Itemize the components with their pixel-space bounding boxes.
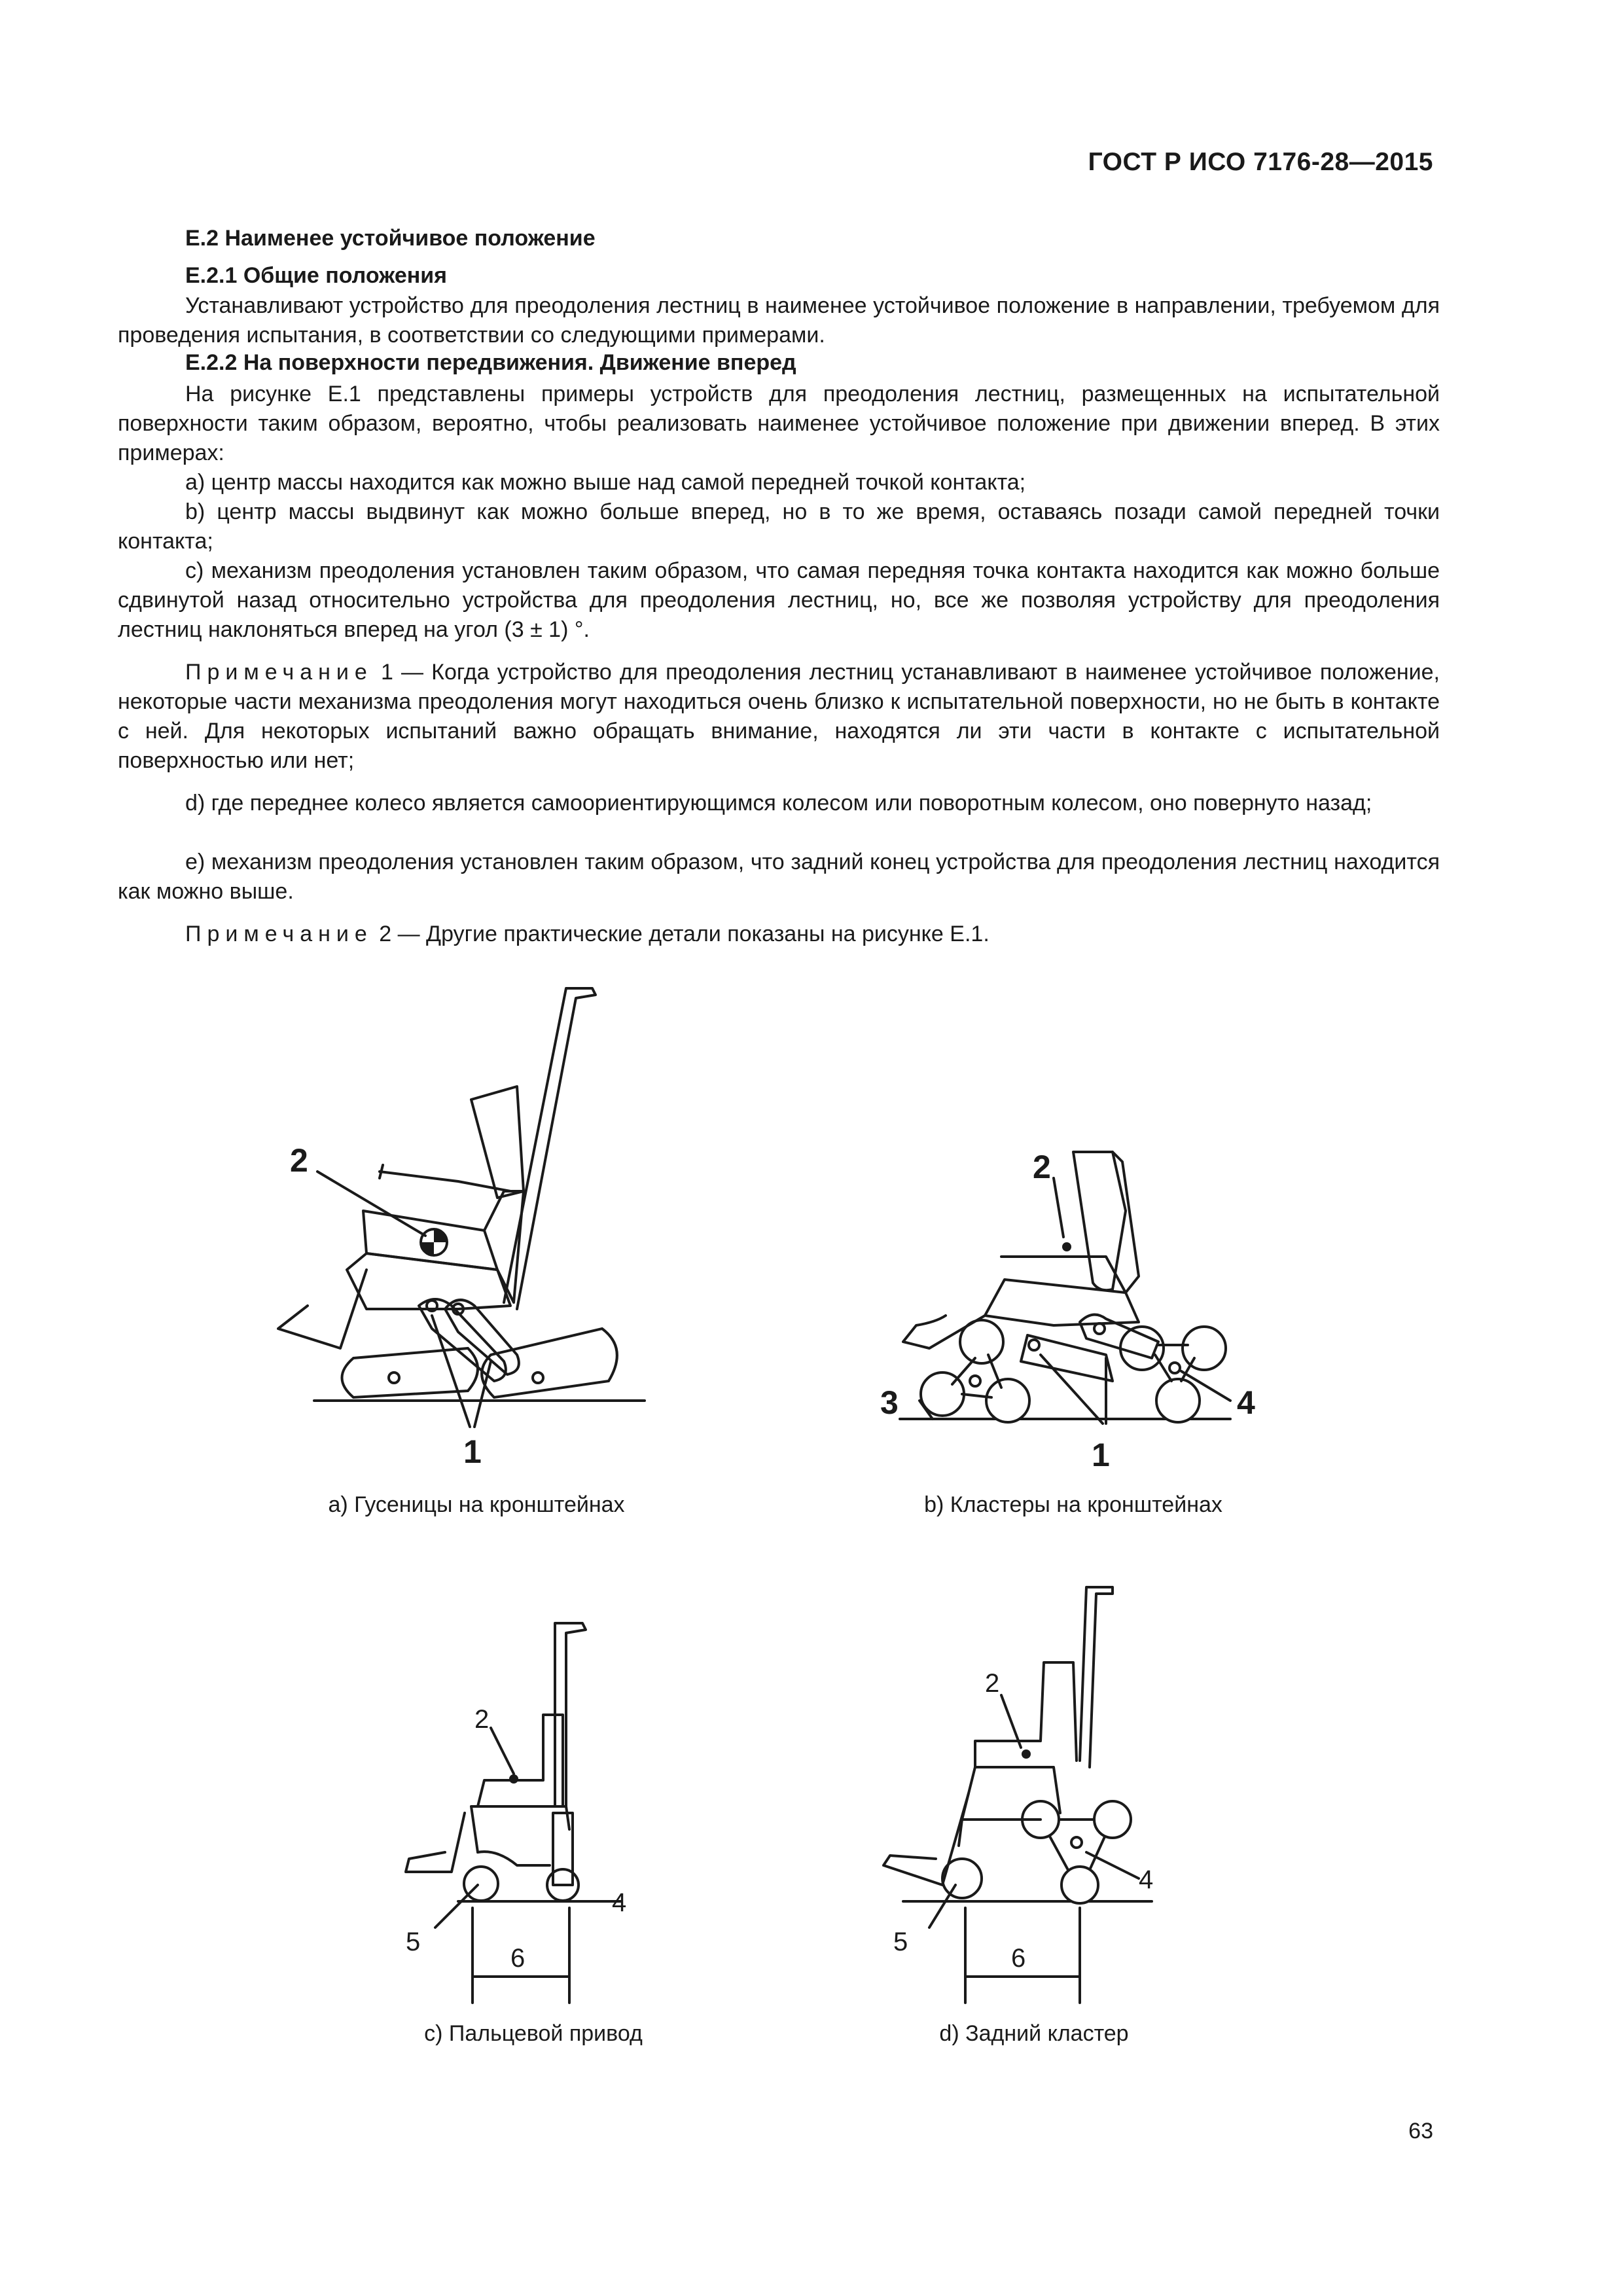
figure-d-caption: d) Задний кластер [939, 2021, 1129, 2046]
figure-c-label-6: 6 [510, 1944, 526, 1973]
figure-b-caption: b) Кластеры на кронштейнах [924, 1492, 1222, 1517]
section-e21-title: Е.2.1 Общие положения [185, 263, 447, 288]
figure-a-drawing [278, 988, 645, 1470]
note-1-label: Примечание [185, 660, 373, 685]
figure-b-label-2: 2 [1033, 1149, 1051, 1185]
document-header: ГОСТ Р ИСО 7176-28—2015 [1088, 148, 1433, 176]
list-item-c: c) механизм преодоления установлен таким образом, что самая передняя точка контакта находится как можно больше сдвинутой назад относительно устройства для преодоления лестниц, но, все же позволяя устройству для преодоления лестниц наклоняться вперед на угол (3 ± 1) °. [118, 558, 1440, 642]
figure-c-label-2: 2 [474, 1705, 490, 1734]
figure-a-label-2: 2 [290, 1142, 308, 1179]
figure-b-label-4: 4 [1237, 1384, 1255, 1421]
note-2-text: 2 — Другие практические детали показаны на рисунке Е.1. [372, 922, 990, 946]
figure-b-label-1: 1 [1092, 1437, 1110, 1473]
figure-d-label-6: 6 [1011, 1944, 1026, 1973]
figure-a-label-1: 1 [463, 1433, 482, 1470]
list-item-b: b) центр массы выдвинут как можно больше вперед, но в то же время, оставаясь позади самой передней точки контакта; [118, 499, 1440, 554]
figure-d-label-2: 2 [985, 1669, 1000, 1698]
section-e22-title: Е.2.2 На поверхности передвижения. Движение вперед [185, 350, 796, 375]
figure-b-drawing [880, 1149, 1255, 1473]
list-item-e: e) механизм преодоления установлен таким образом, что задний конец устройства для преодоления лестниц находится как можно выше. [118, 850, 1440, 904]
page-number: 63 [1408, 2119, 1433, 2144]
figure-b-label-3: 3 [880, 1384, 899, 1421]
note-1-text: 1 — Когда устройство для преодоления лестниц устанавливают в наименее устойчивое положение, некоторые части механизма преодоления могут находиться очень близко к испытательной поверхности, но не быть в контакте с ней. Для некоторых испытаний важно обращать внимание, находятся ли эти части в контакте с испытательной поверхностью или нет; [118, 660, 1440, 773]
figure-d-label-4: 4 [1139, 1865, 1154, 1894]
figure-a-caption: a) Гусеницы на кронштейнах [328, 1492, 625, 1517]
figure-c-caption: c) Пальцевой привод [424, 2021, 643, 2046]
figure-c-label-4: 4 [612, 1888, 627, 1917]
list-item-d: d) где переднее колесо является самоориентирующимся колесом или поворотным колесом, оно повернуто назад; [185, 791, 1372, 816]
figure-d-drawing [883, 1587, 1153, 2003]
section-e2-title: Е.2 Наименее устойчивое положение [185, 226, 596, 251]
note-2-label: Примечание [185, 922, 373, 946]
figure-c-label-5: 5 [406, 1928, 421, 1956]
list-item-a: a) центр массы находится как можно выше над самой передней точкой контакта; [185, 470, 1026, 495]
section-e21-text: Устанавливают устройство для преодоления лестниц в наименее устойчивое положение в направлении, требуемом для проведения испытания, в соответствии со следующими примерами. [118, 293, 1440, 348]
figure-d-label-5: 5 [893, 1928, 908, 1956]
figure-c-drawing [406, 1623, 626, 2003]
section-e22-text: На рисунке Е.1 представлены примеры устройств для преодоления лестниц, размещенных на испытательной поверхности таким образом, вероятно, чтобы реализовать наименее устойчивое положение при движении вперед. В этих примерах: [118, 382, 1440, 465]
